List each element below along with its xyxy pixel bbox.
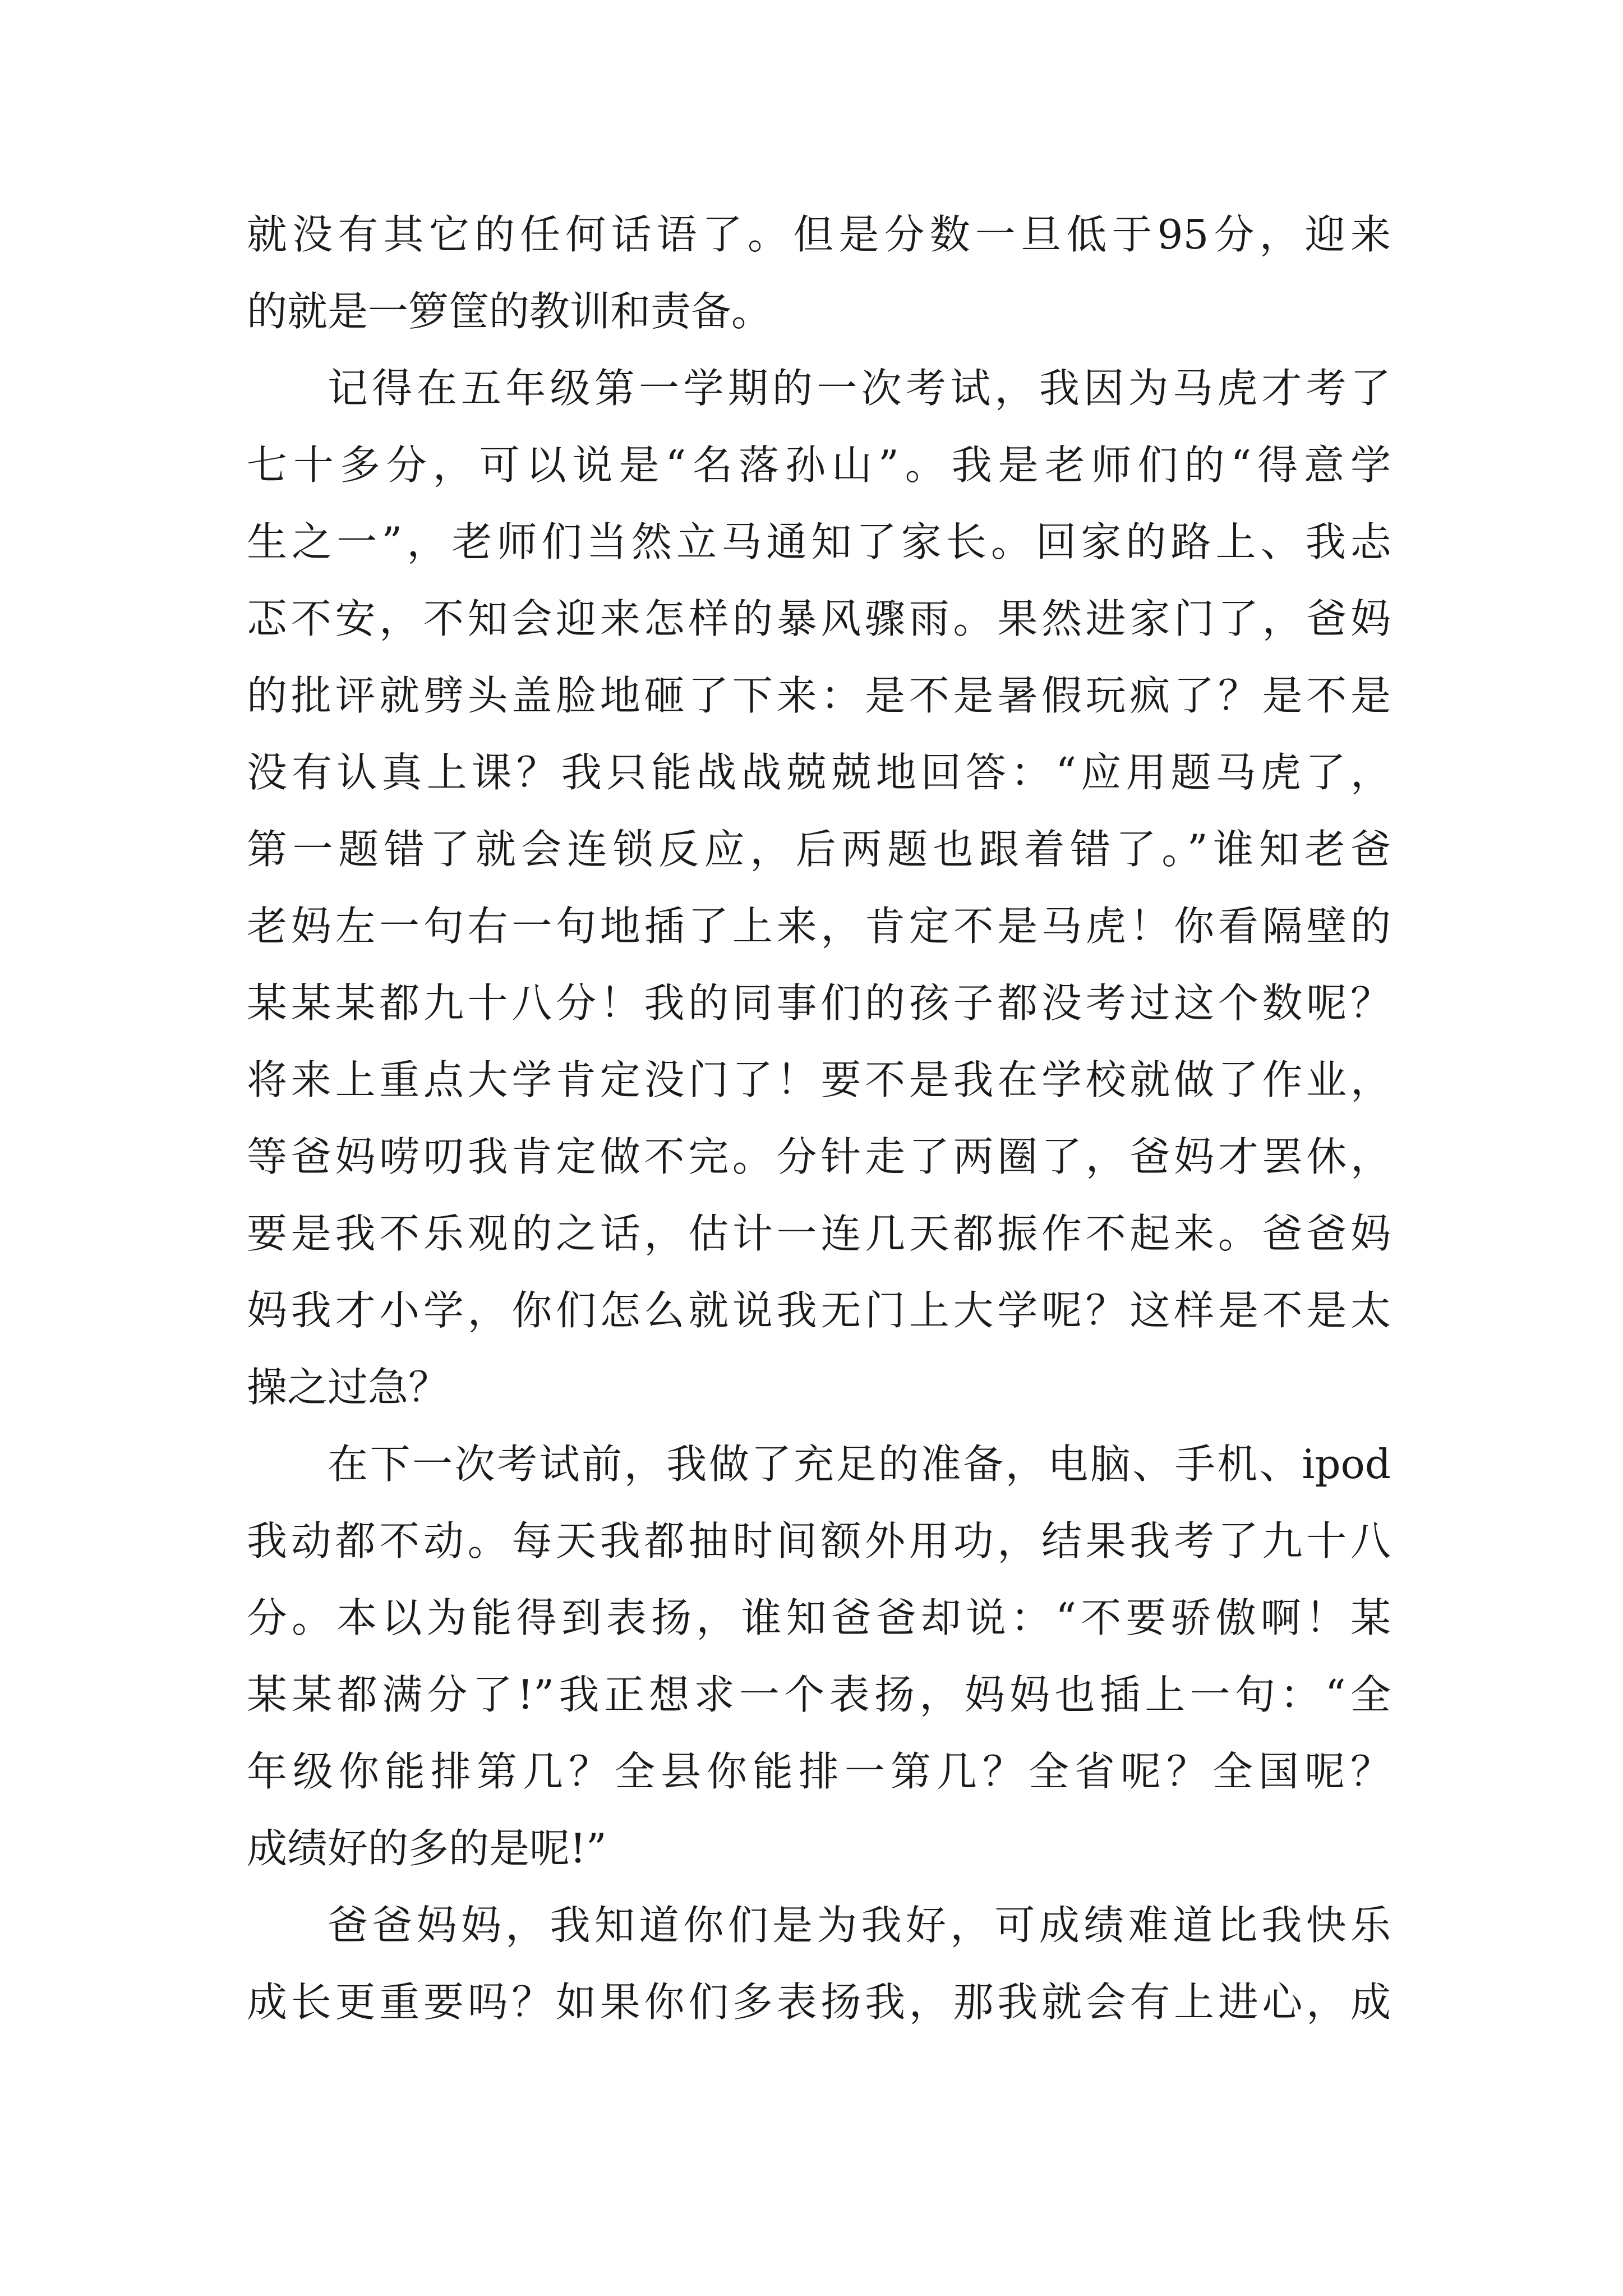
paragraph-2-line-3: 生之一”，老师们当然立马通知了家长。回家的路上、我忐: [247, 518, 1391, 565]
paragraph-2-line-1: 记得在五年级第一学期的一次考试，我因为马虎才考了: [328, 365, 1391, 412]
body-text: [247, 196, 1391, 2041]
paragraph-4-line-2: 成长更重要吗？如果你们多表扬我，那我就会有上进心，成: [247, 1978, 1391, 2026]
paragraph-3-line-3: 分。本以为能得到表扬，谁知爸爸却说：“不要骄傲啊！某: [247, 1594, 1391, 1641]
paragraph-3-line-1: 在下一次考试前，我做了充足的准备，电脑、手机、ipod: [328, 1441, 1391, 1488]
paragraph-2-line-2: 七十多分，可以说是“名落孙山”。我是老师们的“得意学: [247, 441, 1391, 489]
paragraph-2-line-4: 忑不安，不知会迎来怎样的暴风骤雨。果然进家门了，爸妈: [247, 595, 1391, 642]
paragraph-1-line-2: 的就是一箩筐的教训和责备。: [247, 288, 772, 335]
paragraph-2-line-11: 等爸妈唠叨我肯定做不完。分针走了两圈了，爸妈才罢休，: [247, 1133, 1391, 1180]
paragraph-3-line-2: 我动都不动。每天我都抽时间额外用功，结果我考了九十八: [247, 1517, 1391, 1565]
paragraph-3-line-4: 某某都满分了!”我正想求一个表扬，妈妈也插上一句：“全: [247, 1671, 1391, 1718]
paragraph-2-line-5: 的批评就劈头盖脸地砸了下来：是不是暑假玩疯了？是不是: [247, 672, 1391, 719]
paragraph-2-line-14: 操之过急？: [247, 1364, 449, 1411]
paragraph-2-line-8: 老妈左一句右一句地插了上来，肯定不是马虎！你看隔壁的: [247, 903, 1391, 950]
paragraph-2-line-10: 将来上重点大学肯定没门了！要不是我在学校就做了作业，: [247, 1056, 1391, 1103]
paragraph-2-line-9: 某某某都九十八分！我的同事们的孩子都没考过这个数呢？: [247, 979, 1391, 1027]
paragraph-2-line-13: 妈我才小学，你们怎么就说我无门上大学呢？这样是不是太: [247, 1287, 1391, 1334]
paragraph-2-line-7: 第一题错了就会连锁反应，后两题也跟着错了。”谁知老爸: [247, 826, 1391, 873]
paragraph-4-line-1: 爸爸妈妈，我知道你们是为我好，可成绩难道比我快乐: [328, 1902, 1391, 1949]
paragraph-3-line-6: 成绩好的多的是呢!”: [247, 1825, 607, 1872]
paragraph-2-line-12: 要是我不乐观的之话，估计一连几天都振作不起来。爸爸妈: [247, 1210, 1391, 1257]
paragraph-3-line-5: 年级你能排第几？全县你能排一第几？全省呢？全国呢？: [247, 1748, 1391, 1795]
paragraph-2-line-6: 没有认真上课？我只能战战兢兢地回答：“应用题马虎了，: [247, 749, 1391, 796]
paragraph-1-line-1: 就没有其它的任何话语了。但是分数一旦低于95分，迎来: [247, 211, 1391, 258]
